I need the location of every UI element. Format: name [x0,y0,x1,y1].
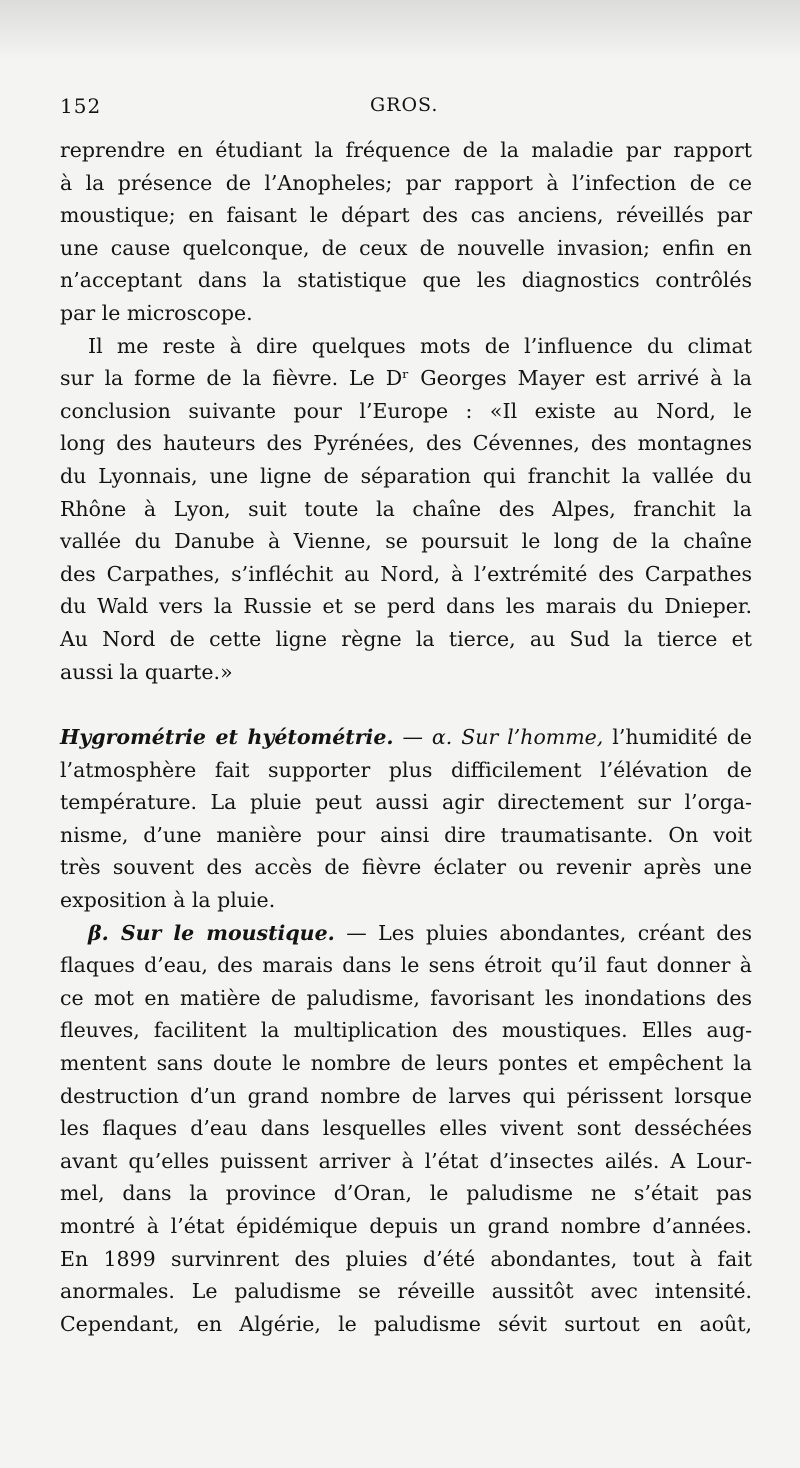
text-line: avant qu’elles puissent arriver à l’état d’insectes ailés. A Lour- [60,1148,752,1173]
running-head: GROS. [370,94,439,116]
heading-dash: — [393,725,432,750]
text-line: du Wald vers la Russie et se perd dans les marais du Dnieper. [60,594,752,619]
text-line: par le microscope. [60,300,253,325]
line-continuation: — Les pluies abondantes, créant des [334,920,752,945]
text-line: température. La pluie peut aussi agir directement sur l’orga- [60,790,752,815]
text-line: nisme, d’une manière pour ainsi dire traumatisante. On voit [60,822,752,847]
text-line: exposition à la pluie. [60,888,276,913]
line-continuation: l’humidité de [603,725,752,750]
text-line: n’acceptant dans la statistique que les diagnostics contrôlés [60,268,752,293]
text-line: du Lyonnais, une ligne de séparation qui franchit la vallée du [60,463,752,488]
text-line: Il me reste à dire quelques mots de l’influence du climat [88,333,752,358]
paragraph-2 [60,330,752,689]
text-line: Cependant, en Algérie, le paludisme sévit surtout en août, [60,1311,752,1336]
paragraph-1 [60,134,752,330]
scan-edge-shadow [0,0,800,60]
page-header [60,94,752,134]
text-line: vallée du Danube à Vienne, se poursuit le long de la chaîne [60,529,752,554]
text-line: flaques d’eau, des marais dans le sens étroit qu’il faut donner à [60,953,752,978]
text-line: Rhône à Lyon, suit toute la chaîne des Alpes, franchit la [60,496,752,521]
text-line: l’atmosphère fait supporter plus difficilement l’élévation de [60,757,752,782]
text-line: Au Nord de cette ligne règne la tierce, au Sud la tierce et [60,626,752,651]
text-line: destruction d’un grand nombre de larves qui périssent lorsque [60,1083,752,1108]
section-heading: Hygrométrie et hyétométrie. [60,725,394,750]
text-line: long des hauteurs des Pyrénées, des Cévennes, des montagnes [60,431,752,456]
text-line: très souvent des accès de fièvre éclater ou revenir après une [60,855,752,880]
text-line: reprendre en étudiant la fréquence de la maladie par rapport [60,138,752,162]
subsection-heading: α. Sur l’homme, [431,725,604,750]
text-line: moustique; en faisant le départ des cas anciens, réveillés par [60,203,752,228]
text-line [60,721,752,754]
text-line: mel, dans la province d’Oran, le paludisme ne s’était pas [60,1181,752,1206]
subsection-heading: β. Sur le moustique. [88,920,335,945]
text-line: des Carpathes, s’infléchit au Nord, à l’extrémité des Carpathes [60,561,752,586]
page-number: 152 [60,94,102,118]
paragraph-3 [60,721,752,917]
text-line: fleuves, facilitent la multiplication des moustiques. Elles aug- [60,1018,752,1043]
text-line [60,917,752,950]
text-line: anormales. Le paludisme se réveille aussitôt avec intensité. [60,1279,752,1304]
paragraph-4 [60,917,752,1341]
text-line: sur la forme de la fièvre. Le Dʳ Georges Mayer est arrivé à la [60,366,752,391]
text-line: En 1899 survinrent des pluies d’été abondantes, tout à fait [60,1246,752,1271]
text-line: à la présence de l’Anopheles; par rapport à l’infection de ce [60,170,752,195]
text-line: conclusion suivante pour l’Europe : «Il existe au Nord, le [60,398,752,423]
section-gap [60,688,752,721]
text-line: les flaques d’eau dans lesquelles elles vivent sont desséchées [60,1116,752,1141]
text-line: aussi la quarte.» [60,659,233,684]
text-line: montré à l’état épidémique depuis un grand nombre d’années. [60,1214,752,1238]
text-line: mentent sans doute le nombre de leurs pontes et empêchent la [60,1051,752,1076]
text-line: une cause quelconque, de ceux de nouvelle invasion; enfin en [60,235,752,260]
text-line: ce mot en matière de paludisme, favorisant les inondations des [60,985,752,1010]
